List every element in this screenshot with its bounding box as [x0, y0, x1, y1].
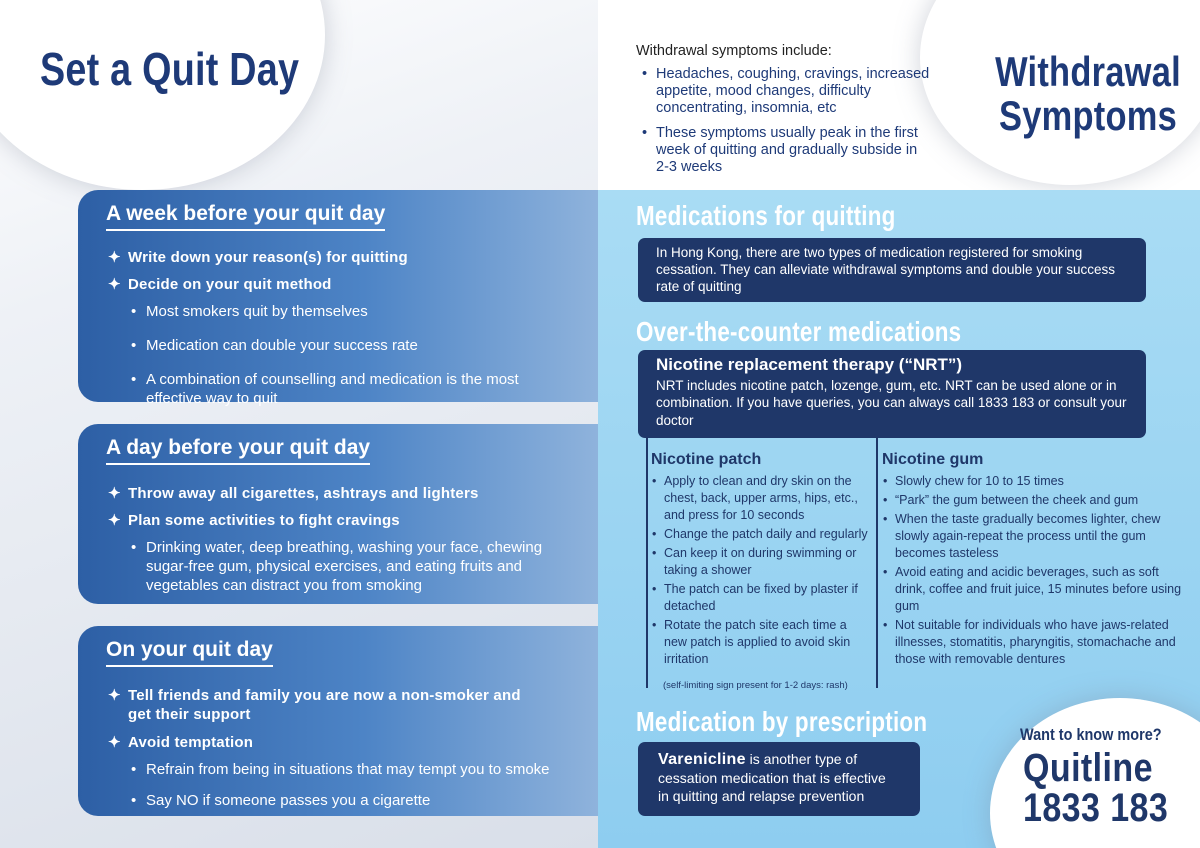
item-text: Tell friends and family you are now a non-smoker and get their support: [128, 687, 521, 723]
patch-title: Nicotine patch: [651, 451, 762, 468]
quitline-contact: [1023, 748, 1168, 828]
gum-list: [882, 473, 1182, 670]
list-item: • Headaches, coughing, cravings, increased appetite, mood changes, difficulty concentrating, insomnia, etc: [640, 66, 930, 117]
list-item: • Refrain from being in situations that may tempt you to smoke: [108, 760, 550, 779]
varenicline-box: [638, 742, 920, 816]
list-item: [108, 248, 568, 266]
card-list: [108, 686, 550, 819]
nrt-box: [638, 350, 1146, 438]
medications-heading: Medications for quitting: [636, 200, 896, 231]
title-line: Symptoms: [998, 92, 1178, 139]
patch-list: [651, 473, 871, 670]
list-item: • Rotate the patch site each time a new patch is applied to avoid skin irritation: [651, 617, 871, 668]
quitline-name: Quitline: [1023, 746, 1153, 790]
nrt-title: Nicotine replacement therapy (“NRT”): [656, 355, 963, 374]
list-item: [108, 686, 548, 724]
list-item: • Avoid eating and acidic beverages, such as soft drink, coffee and fruit juice, 15 minutes before using gum: [882, 564, 1182, 615]
list-item: • Most smokers quit by themselves: [108, 302, 568, 321]
list-item: • Drinking water, deep breathing, washing your face, chewing sugar-free gum, physical exercises, and eating fruits and vegetables can distract you from smoking: [108, 538, 586, 595]
list-item: [108, 275, 568, 293]
card-title: On your quit day: [106, 638, 273, 667]
star-icon: ✦: [108, 485, 121, 502]
list-item: • When the taste gradually becomes lighter, chew slowly again-repeat the process until the gum becomes tasteless: [882, 511, 1182, 562]
star-icon: ✦: [108, 734, 121, 751]
item-text: Decide on your quit method: [128, 276, 332, 293]
list-item: • Slowly chew for 10 to 15 times: [882, 473, 1182, 490]
list-item: [108, 511, 586, 529]
title-line: Withdrawal: [995, 48, 1181, 95]
list-item: [108, 484, 586, 502]
quitline-number: 1833 183: [1023, 786, 1169, 830]
page-title-right: [990, 50, 1187, 138]
item-text: Avoid temptation: [128, 734, 254, 751]
page-title-left: Set a Quit Day: [40, 43, 300, 95]
star-icon: ✦: [108, 249, 121, 266]
list-item: [108, 733, 550, 751]
list-item: • A combination of counselling and medication is the most effective way to quit: [108, 370, 568, 408]
item-text: Write down your reason(s) for quitting: [128, 249, 408, 266]
nrt-text: NRT includes nicotine patch, lozenge, gum, etc. NRT can be used alone or in combination. If you have queries, you can always call 1833 183 or consult your doctor: [656, 377, 1127, 428]
list-item: • “Park” the gum between the cheek and gum: [882, 492, 1182, 509]
varenicline-name: Varenicline: [658, 751, 746, 768]
star-icon: ✦: [108, 276, 121, 293]
medications-info-box: In Hong Kong, there are two types of medication registered for smoking cessation. They can alleviate withdrawal symptoms and double your success rate of quitting: [638, 238, 1146, 302]
star-icon: ✦: [108, 687, 121, 704]
quit-day-card: [78, 626, 598, 816]
star-icon: ✦: [108, 512, 121, 529]
varenicline-text: is another type of cessation medication that is effective in quitting and relapse prevention: [658, 751, 886, 804]
divider: [646, 438, 648, 688]
list-item: • Not suitable for individuals who have jaws-related illnesses, stomatitis, pharyngitis, stomachache and those with removable dentures: [882, 617, 1182, 668]
list-item: • Apply to clean and dry skin on the chest, back, upper arms, hips, etc., and press for 10 seconds: [651, 473, 871, 524]
card-title: A week before your quit day: [106, 202, 385, 231]
withdrawal-list: [640, 66, 930, 184]
list-item: • Say NO if someone passes you a cigarette: [108, 791, 550, 810]
item-text: Plan some activities to fight cravings: [128, 512, 400, 529]
patch-note: (self-limiting sign present for 1-2 days: rash): [663, 680, 848, 691]
list-item: • Change the patch daily and regularly: [651, 526, 871, 543]
prescription-heading: Medication by prescription: [636, 706, 928, 737]
gum-title: Nicotine gum: [882, 451, 984, 468]
divider: [876, 438, 878, 688]
list-item: • Medication can double your success rate: [108, 336, 568, 355]
otc-heading: Over-the-counter medications: [636, 316, 962, 347]
list-item: • These symptoms usually peak in the first week of quitting and gradually subside in 2-3 weeks: [640, 125, 930, 176]
card-title: A day before your quit day: [106, 436, 370, 465]
week-before-card: [78, 190, 598, 407]
card-list: [108, 484, 586, 604]
list-item: • Can keep it on during swimming or taking a shower: [651, 545, 871, 579]
item-text: Throw away all cigarettes, ashtrays and lighters: [128, 485, 479, 502]
withdrawal-intro: Withdrawal symptoms include:: [636, 43, 832, 59]
list-item: • The patch can be fixed by plaster if detached: [651, 581, 871, 615]
card-list: [108, 248, 568, 417]
want-more-text: Want to know more?: [1020, 725, 1162, 744]
day-before-card: [78, 424, 598, 604]
